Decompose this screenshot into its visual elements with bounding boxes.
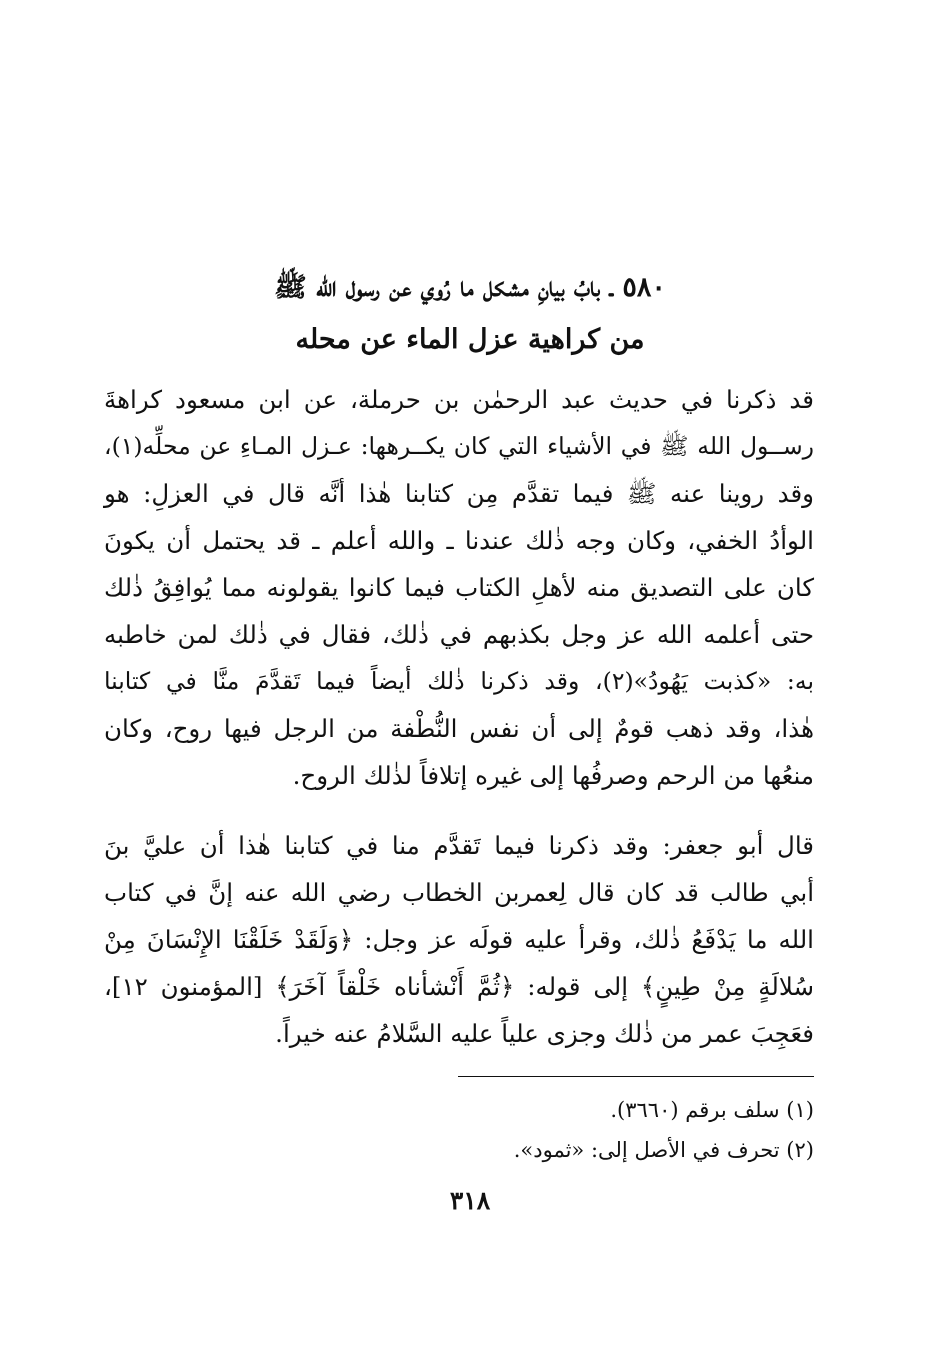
chapter-heading-line-1: ٥٨٠ ـ بابُ بيانِ مشكل ما رُوي عن رسول الله ﷺ: [274, 272, 666, 303]
text-line: الله ما يَدْفَعُ ذٰلك، وقرأ عليه قولَه عز وجل: ﴿وَلَقَدْ خَلَقْنَا الإِنْسَانَ مِنْ: [104, 925, 814, 954]
text-line: كان على التصديق منه لأهلِ الكتاب فيما كانوا يقولونه مما يُوافِقُ ذٰلك: [104, 573, 814, 602]
footnote-2: (٢) تحرف في الأصل إلى: «ثمود».: [513, 1138, 814, 1162]
footnotes: [314, 1090, 814, 1170]
text-line: حتى أعلمه الله عز وجل بكذبهم في ذٰلك، فقال في ذٰلك لمن خاطبه: [104, 620, 814, 649]
text-line: منعُها من الرحم وصرفُها إلى غيره إتلافاً لذٰلك الروح.: [292, 761, 814, 790]
text-line: وقد روينا عنه ﷺ فيما تقدَّم مِن كتابنا هٰذا أنَّه قال في العزلِ: هو: [104, 479, 814, 508]
chapter-heading: [100, 262, 840, 366]
chapter-heading-line-2: من كراهية عزل الماء عن محله: [295, 324, 645, 355]
page-number: ٣١٨: [449, 1186, 491, 1215]
text-line: الوأدُ الخفي، وكان وجه ذٰلك عندنا ـ والله أعلم ـ قد يحتمل أن يكونَ: [104, 526, 814, 555]
text-line: سُلالَةٍ مِنْ طِينٍ﴾ إلى قوله: ﴿ثُمَّ أَنْشأناه خَلْقاً آخَرَ﴾ [المؤمنون ١٢]،: [104, 972, 814, 1001]
text-line: قد ذكرنا في حديث عبد الرحمٰن بن حرملة، عن ابن مسعود كراهةَ: [104, 385, 814, 414]
text-line: هٰذا، وقد ذهب قومٌ إلى أن نفس النُّطْفة من الرجل فيها روح، وكان: [104, 714, 814, 743]
text-line: أبي طالب قد كان قال لِعمربن الخطاب رضي الله عنه إنَّ في كتاب: [104, 878, 814, 907]
text-line: رســول الله ﷺ في الأشياء التي كان يكــرهها: عـزل المـاءِ عن محلِّه(١)،: [104, 432, 814, 460]
text-line: قال أبو جعفر: وقد ذكرنا فيما تَقدَّم منا في كتابنا هٰذا أن عليَّ بنَ: [104, 831, 814, 860]
body-paragraph-2: [104, 822, 814, 1057]
footnote-1: (١) سلف برقم (٣٦٦٠).: [610, 1098, 814, 1122]
text-line: فعَجِبَ عمر من ذٰلك وجزى علياً عليه السَّلامُ عنه خيراً.: [275, 1019, 814, 1048]
text-line: به: «كذبت يَهُودُ»(٢)، وقد ذكرنا ذٰلك أيضاً فيما تَقدَّمَ منَّا في كتابنا: [104, 667, 814, 695]
footnote-divider: [458, 1076, 814, 1077]
body-paragraph-1: [104, 376, 814, 799]
